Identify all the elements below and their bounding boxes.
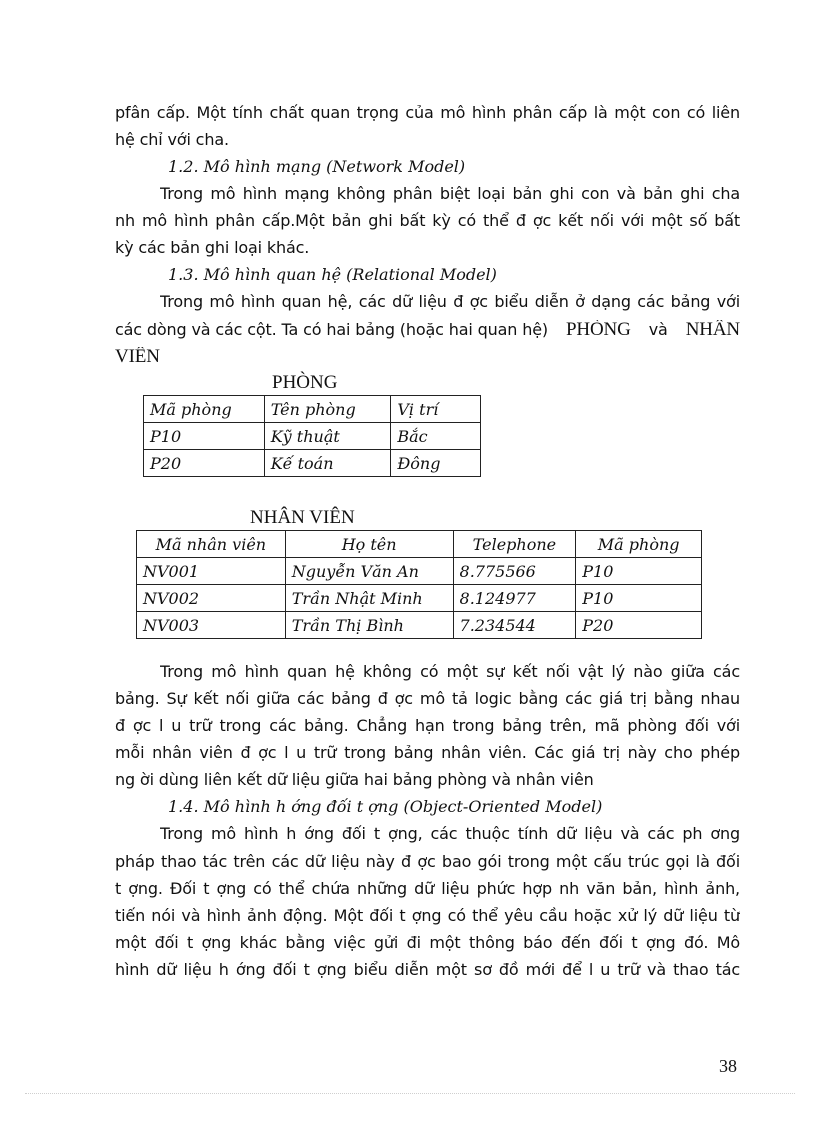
paragraph-line: đ ợc l u trữ trong các bảng. Chẳng hạn trong bảng trên, mã phòng đối với <box>115 716 740 735</box>
header-cell: Tên phòng <box>264 396 391 423</box>
table-cell: NV002 <box>137 585 286 612</box>
paragraph-line: t ợng. Đối t ợng có thể chứa những dữ liệu phức hợp nh văn bản, hình ảnh, <box>115 879 740 898</box>
paragraph-line: bảng. Sự kết nối giữa các bảng đ ợc mô tả logic bằng các giá trị bằng nhau <box>115 689 740 708</box>
header-cell: Vị trí <box>391 396 481 423</box>
paragraph-line: pfân cấp. Một tính chất quan trọng của mô hình phân cấp là một con có liên <box>115 103 740 122</box>
table-cell: 7.234544 <box>453 612 576 639</box>
table-row <box>144 450 481 477</box>
paragraph-line: tiến nói và hình ảnh động. Một đối t ợng có thể yêu cầu hoặc xử lý dữ liệu từ <box>115 906 740 925</box>
paragraph-line: pháp thao tác trên các dữ liệu này đ ợc bao gói trong một cấu trúc gọi là đối <box>115 852 740 871</box>
table-cell: P10 <box>576 585 702 612</box>
paragraph-text: các dòng và các cột. Ta có hai bảng (hoặc hai quan hệ) <box>115 320 548 339</box>
table-row <box>137 585 702 612</box>
table-row <box>144 423 481 450</box>
section-heading-object-oriented-model: 1.4. Mô hình h ớng đối t ợng (Object-Oriented Model) <box>168 797 603 816</box>
footer-divider <box>25 1093 795 1094</box>
paragraph-line: Trong mô hình quan hệ, các dữ liệu đ ợc biểu diễn ở dạng các bảng với <box>160 292 740 311</box>
table-caption-nhanvien: NHÂN VIÊN <box>250 507 355 528</box>
table-cell: Trần Thị Bình <box>285 612 453 639</box>
table-row <box>137 558 702 585</box>
table-name-vien: VIÊN <box>115 347 160 367</box>
paragraph-text: và <box>648 320 668 339</box>
table-cell: Trần Nhật Minh <box>285 585 453 612</box>
table-cell: P20 <box>576 612 702 639</box>
table-cell: Kỹ thuật <box>264 423 391 450</box>
header-cell: Mã phòng <box>144 396 265 423</box>
section-heading-network-model: 1.2. Mô hình mạng (Network Model) <box>168 157 466 176</box>
table-row <box>137 612 702 639</box>
table-cell: Đông <box>391 450 481 477</box>
table-phong <box>143 395 481 477</box>
table-cell: 8.775566 <box>453 558 576 585</box>
header-cell: Mã nhân viên <box>137 531 286 558</box>
paragraph-line: một đối t ợng khác bằng việc gửi đi một thông báo đến đối t ợng đó. Mô <box>115 933 740 952</box>
table-header-row <box>144 396 481 423</box>
header-cell: Họ tên <box>285 531 453 558</box>
table-cell: Bắc <box>391 423 481 450</box>
paragraph-line: kỳ các bản ghi loại khác. <box>115 238 310 257</box>
header-cell: Mã phòng <box>576 531 702 558</box>
page-number: 38 <box>719 1056 737 1076</box>
table-cell: P10 <box>576 558 702 585</box>
table-name-nhan: NHÂN <box>685 320 740 340</box>
table-cell: Kế toán <box>264 450 391 477</box>
paragraph-line-mixed <box>115 320 740 340</box>
paragraph-line: hệ chỉ với cha. <box>115 130 229 149</box>
table-cell: NV003 <box>137 612 286 639</box>
paragraph-line: hình dữ liệu h ớng đối t ợng biểu diễn một sơ đồ mới để l u trữ và thao tác <box>115 960 740 979</box>
table-cell: P20 <box>144 450 265 477</box>
paragraph-line: mỗi nhân viên đ ợc l u trữ trong bảng nhân viên. Các giá trị này cho phép <box>115 743 740 762</box>
table-header-row <box>137 531 702 558</box>
table-nhanvien <box>136 530 702 639</box>
header-cell: Telephone <box>453 531 576 558</box>
paragraph-line: Trong mô hình h ớng đối t ợng, các thuộc tính dữ liệu và các ph ơng <box>160 824 740 843</box>
paragraph-line: ng ời dùng liên kết dữ liệu giữa hai bảng phòng và nhân viên <box>115 770 594 789</box>
table-name-phong: PHÒNG <box>566 320 631 340</box>
paragraph-line: nh mô hình phân cấp.Một bản ghi bất kỳ có thể đ ợc kết nối với một số bất <box>115 211 740 230</box>
paragraph-line: Trong mô hình mạng không phân biệt loại bản ghi con và bản ghi cha <box>160 184 740 203</box>
table-caption-phong: PHÒNG <box>272 372 338 393</box>
table-cell: P10 <box>144 423 265 450</box>
paragraph-line: Trong mô hình quan hệ không có một sự kết nối vật lý nào giữa các <box>160 662 740 681</box>
table-cell: NV001 <box>137 558 286 585</box>
section-heading-relational-model: 1.3. Mô hình quan hệ (Relational Model) <box>168 265 497 284</box>
table-cell: 8.124977 <box>453 585 576 612</box>
table-cell: Nguyễn Văn An <box>285 558 453 585</box>
